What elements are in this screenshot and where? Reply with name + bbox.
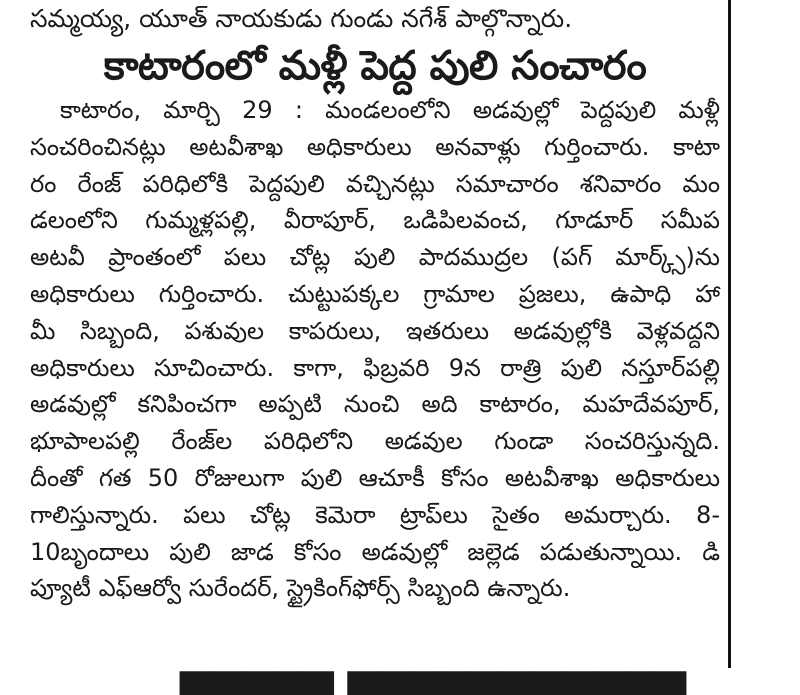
previous-article-closing-line: సమ్మయ్య, యూత్ నాయకుడు గుండు నగేశ్ పాల్గొన్నారు. xyxy=(30,4,573,33)
article-body xyxy=(30,92,720,607)
body-line: రం రేంజ్ పరిధిలోకి పెద్దపులి వచ్చినట్లు సమాచారం శనివారం మం xyxy=(30,169,720,198)
next-headline-cut-off: ▄▄▄▄▄ ▄▄▄▄▄▄▄▄▄▄▄ xyxy=(180,649,687,695)
body-line: గాలిస్తున్నారు. పలు చోట్ల కెమెరా ట్రాప్‌లు సైతం అమర్చారు. 8- xyxy=(30,500,720,529)
body-line: సంచరించినట్లు అటవీశాఖ అధికారులు అనవాళ్లు గుర్తించారు. కాటా xyxy=(30,132,720,161)
body-line: అడవుల్లో కనిపించగా అప్పటి నుంచి అది కాటారం, మహదేవపూర్, xyxy=(30,390,720,419)
body-line: 10బృందాలు పులి జాడ కోసం అడవుల్లో జల్లెడ పడుతున్నాయి. డి xyxy=(30,537,720,566)
body-line: అధికారులు గుర్తించారు. చుట్టుపక్కల గ్రామాల ప్రజలు, ఉపాధి హా xyxy=(30,279,720,308)
article-headline: కాటారంలో మళ్లీ పెద్ద పులి సంచారం xyxy=(103,43,647,89)
body-line: అధికారులు సూచించారు. కాగా, ఫిబ్రవరి 9న రాత్రి పులి నస్తూర్‌పల్లి xyxy=(30,353,720,382)
body-line: కాటారం, మార్చి 29 : మండలంలోని అడవుల్లో పెద్దపులి మళ్లీ xyxy=(60,96,720,124)
body-line: దీంతో గత 50 రోజులుగా పులి ఆచూకీ కోసం అటవీశాఖ అధికారులు xyxy=(30,463,720,492)
body-line: ప్యూటీ ఎఫ్ఆర్వో సురేందర్, స్ట్రైకింగ్‌ఫోర్స్ సిబ్బంది ఉన్నారు. xyxy=(30,574,571,603)
body-line: భూపాలపల్లి రేంజ్‌ల పరిధిలోని అడవుల గుండా సంచరిస్తున్నది. xyxy=(30,427,720,456)
body-line: మీ సిబ్బంది, పశువుల కాపరులు, ఇతరులు అడవుల్లోకి వెళ్లవద్దని xyxy=(30,316,720,345)
column-rule xyxy=(728,0,731,668)
body-line: డలంలోని గుమ్మళ్లపల్లి, వీరాపూర్, ఒడిపిలవంచ, గూడూర్ సమీప xyxy=(30,206,720,235)
body-line: అటవీ ప్రాంతంలో పలు చోట్ల పులి పాదముద్రల (పగ్ మార్క్స్)ను xyxy=(30,243,720,272)
